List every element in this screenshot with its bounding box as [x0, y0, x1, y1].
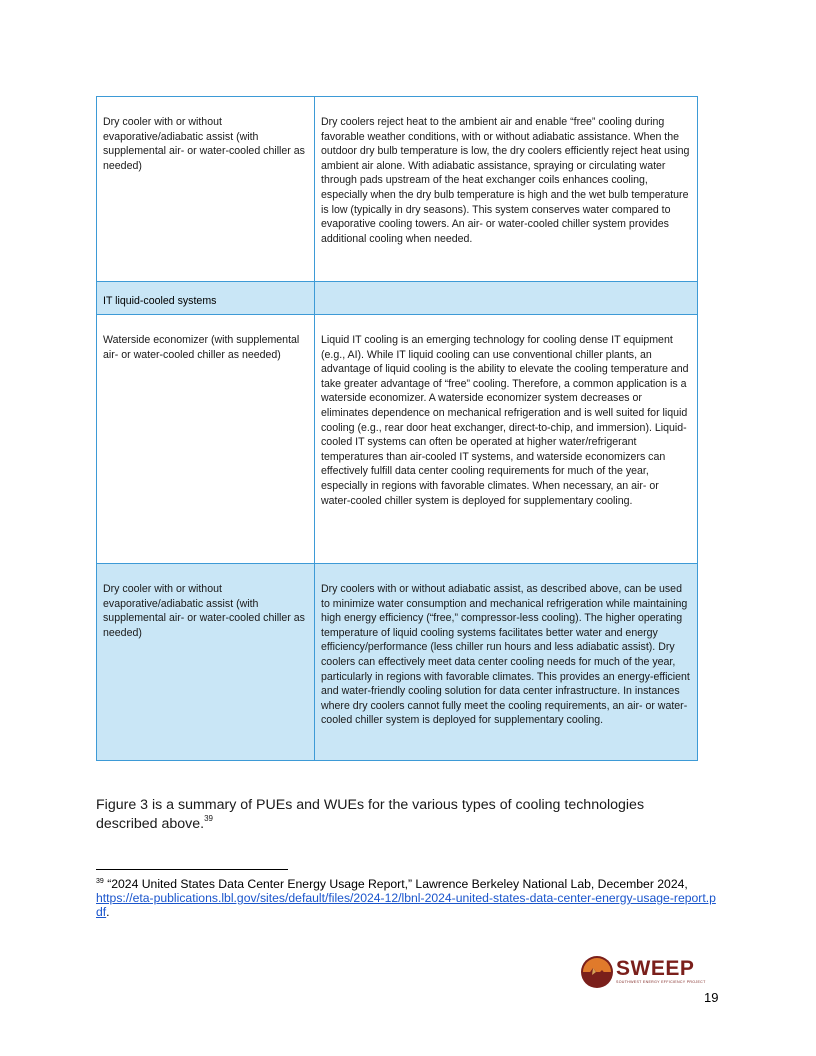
footnote-reference[interactable]: 39	[204, 813, 213, 823]
logo-tagline: SOUTHWEST ENERGY EFFICIENCY PROJECT	[616, 980, 706, 984]
footnote-number: 39	[96, 878, 104, 885]
body-paragraph	[96, 796, 696, 833]
body-paragraph-text: Figure 3 is a summary of PUEs and WUEs for the various types of cooling technologies described above.	[96, 797, 645, 832]
empty-cell	[315, 282, 698, 315]
technology-description-cell: Liquid IT cooling is an emerging technology for cooling dense IT equipment (e.g., AI). While IT liquid cooling can use conventional chiller plants, an advantage of liquid cooling is the ability to elevate the cooling temperature and take greater advantage of “free” cooling. Therefore, a common application is a waterside economizer. A waterside economizer system decreases or eliminates dependence on mechanical refrigeration and is well suited for liquid cooling (e.g., rear door heat exchanger, direct-to-chip, and immersion). Liquid-cooled IT systems can often be operated at higher water/refrigerant temperatures than air-cooled IT systems, and waterside economizers can effectively fulfill data center cooling requirements for much of the year, especially in regions with favorable climates. When necessary, an air- or water-cooled chiller system is deployed for supplementary cooling.	[315, 315, 698, 564]
footnote-trailing-period: .	[106, 905, 110, 920]
footnote	[96, 877, 720, 920]
logo-wordmark: SWEEP	[616, 957, 695, 980]
table-section-heading-row	[97, 282, 698, 315]
table-row	[97, 97, 698, 282]
sweep-logo-mark-icon	[580, 955, 614, 989]
sweep-logo	[580, 955, 706, 989]
footnote-text: “2024 United States Data Center Energy Usage Report,” Lawrence Berkeley National Lab, December 2024,	[107, 877, 688, 891]
footnote-link[interactable]: https://eta-publications.lbl.gov/sites/default/files/2024-12/lbnl-2024-united-states-data-center-energy-usage-report.pdf	[96, 891, 716, 920]
section-heading-cell: IT liquid-cooled systems	[97, 282, 315, 315]
technology-name-cell: Dry cooler with or without evaporative/adiabatic assist (with supplemental air- or water-cooled chiller as needed)	[97, 97, 315, 282]
page-number: 19	[704, 990, 719, 1005]
technology-description-cell: Dry coolers reject heat to the ambient air and enable “free” cooling during favorable weather conditions, with or without adiabatic assistance. When the outdoor dry bulb temperature is low, the dry coolers efficiently reject heat using ambient air alone. With adiabatic assistance, spraying or circulating water through pads upstream of the heat exchanger coils enhances cooling, especially when the dry bulb temperature is high and the wet bulb temperature is low (typically in dry seasons). This system conserves water compared to evaporative cooling towers. An air- or water-cooled chiller system provides additional cooling when needed.	[315, 97, 698, 282]
technology-name-cell: Dry cooler with or without evaporative/adiabatic assist (with supplemental air- or water-cooled chiller as needed)	[97, 564, 315, 761]
technology-name-cell: Waterside economizer (with supplemental air- or water-cooled chiller as needed)	[97, 315, 315, 564]
table-row	[97, 315, 698, 564]
technology-description-cell: Dry coolers with or without adiabatic assist, as described above, can be used to minimize water consumption and mechanical refrigeration while maintaining high energy efficiency (“free,” compressor-less cooling). The higher operating temperature of liquid cooling systems facilitates better water and energy efficiency/performance (less chiller run hours and less adiabatic assist). Dry coolers can effectively meet data center cooling needs for much of the year, particularly in regions with favorable climates. This provides an energy-efficient and water-friendly cooling solution for data center infrastructure. In instances where dry coolers cannot fully meet the cooling requirements, an air- or water-cooled chiller system is deployed for supplementary cooling.	[315, 564, 698, 761]
footnote-divider	[96, 869, 288, 870]
table-row	[97, 564, 698, 761]
cooling-technology-table	[96, 96, 698, 761]
